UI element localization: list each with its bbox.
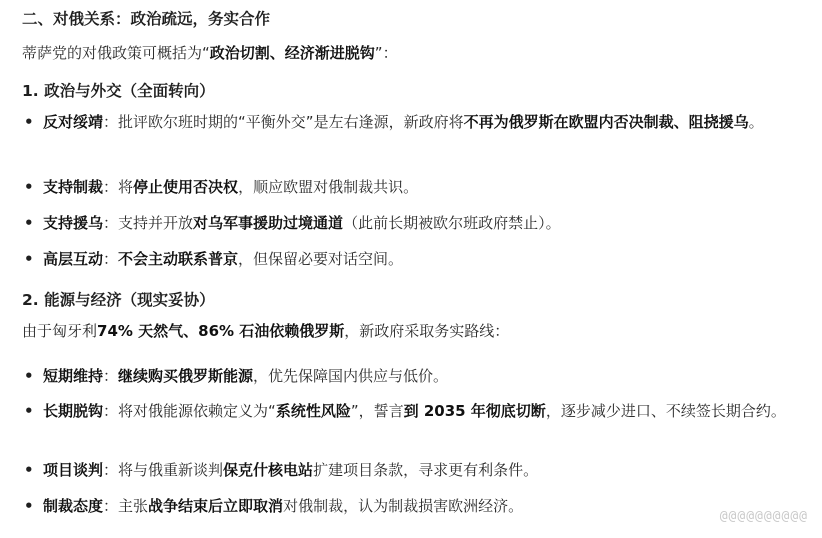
item-text: （此前长期被欧尔班政府禁止）。 (343, 214, 561, 232)
item-text: ，逐步减少进口、不续签长期合约。 (545, 402, 786, 420)
list-item (22, 399, 802, 424)
list-item-body (22, 247, 802, 272)
item-text: 主张 (118, 497, 149, 515)
item-label: 项目谈判 (43, 461, 104, 479)
subsection-title-politics: 1. 政治与外交（全面转向） (22, 82, 215, 100)
list-item-body (22, 458, 802, 483)
para-bold: 74% 天然气、86% 石油依赖俄罗斯 (97, 322, 345, 340)
item-bold: 继续购买俄罗斯能源 (118, 367, 254, 385)
bullet-icon: • (24, 214, 34, 232)
item-label: 支持援乌 (43, 214, 104, 232)
para-text: 由于匈牙利 (22, 322, 98, 340)
item-bold: 战争结束后立即取消 (148, 497, 284, 515)
item-label: 高层互动 (43, 250, 104, 268)
bullet-icon: • (24, 402, 34, 420)
item-text: ”，誓言 (350, 402, 404, 420)
item-bold: 不会主动联系普京 (118, 250, 239, 268)
subsection-title-energy: 2. 能源与经济（现实妥协） (22, 291, 215, 309)
item-text: 支持并开放 (118, 214, 194, 232)
item-text: 将与俄重新谈判 (118, 461, 224, 479)
item-text: 将 (118, 178, 134, 196)
section-heading: 二、对俄关系：政治疏远，务实合作 (22, 10, 271, 28)
item-separator: ： (103, 402, 119, 420)
list-item (22, 211, 802, 236)
watermark: @@@@@@@@@@ (719, 509, 808, 524)
item-text: 批评欧尔班时期的“平衡外交”是左右逢源，新政府将 (118, 113, 464, 131)
item-text: 扩建项目条款，寻求更有利条件。 (313, 461, 539, 479)
item-label: 制裁态度 (43, 497, 104, 515)
list-item (22, 247, 802, 272)
item-separator: ： (103, 214, 119, 232)
item-bold: 停止使用否决权 (133, 178, 239, 196)
para-text-end: ，新政府采取务实路线： (344, 322, 510, 340)
item-separator: ： (103, 367, 119, 385)
item-separator: ： (103, 497, 119, 515)
item-separator: ： (103, 250, 119, 268)
item-separator: ： (103, 178, 119, 196)
list-item (22, 494, 802, 519)
item-bold: 不再为俄罗斯在欧盟内否决制裁、阻挠援乌 (463, 113, 749, 131)
list-item-body (22, 175, 802, 200)
item-bold: 到 2035 年彻底切断 (403, 402, 546, 420)
item-text: 对俄制裁，认为制裁损害欧洲经济。 (283, 497, 524, 515)
item-text: ，顺应欧盟对俄制裁共识。 (238, 178, 419, 196)
item-text: ，优先保障国内供应与低价。 (253, 367, 449, 385)
bullet-icon: • (24, 250, 34, 268)
intro-bold: 政治切割、经济渐进脱钩 (209, 44, 375, 62)
list-item (22, 458, 802, 483)
bullet-icon: • (24, 178, 34, 196)
list-item (22, 110, 802, 135)
list-item-body (22, 494, 802, 519)
list-item (22, 175, 802, 200)
energy-paragraph (22, 320, 509, 341)
item-label: 支持制裁 (43, 178, 104, 196)
item-bold: 保克什核电站 (223, 461, 314, 479)
bullet-icon: • (24, 113, 34, 131)
item-text: 。 (748, 113, 764, 131)
bullet-icon: • (24, 461, 34, 479)
list-item-body (22, 399, 802, 424)
intro-text-end: ”： (374, 44, 398, 62)
bullet-icon: • (24, 497, 34, 515)
bullet-icon: • (24, 367, 34, 385)
intro-text: 蒂萨党的对俄政策可概括为“ (22, 44, 210, 62)
list-item-body (22, 364, 802, 389)
item-text: ，但保留必要对话空间。 (238, 250, 404, 268)
item-label: 反对绥靖 (43, 113, 104, 131)
item-label: 长期脱钩 (43, 402, 104, 420)
item-bold: 系统性风险 (275, 402, 351, 420)
item-separator: ： (103, 113, 119, 131)
item-separator: ： (103, 461, 119, 479)
item-label: 短期维持 (43, 367, 104, 385)
list-item-body (22, 110, 802, 135)
item-bold: 对乌军事援助过境通道 (193, 214, 344, 232)
item-text: 将对俄能源依赖定义为“ (118, 402, 276, 420)
list-item (22, 364, 802, 389)
list-item-body (22, 211, 802, 236)
intro-paragraph (22, 42, 398, 63)
